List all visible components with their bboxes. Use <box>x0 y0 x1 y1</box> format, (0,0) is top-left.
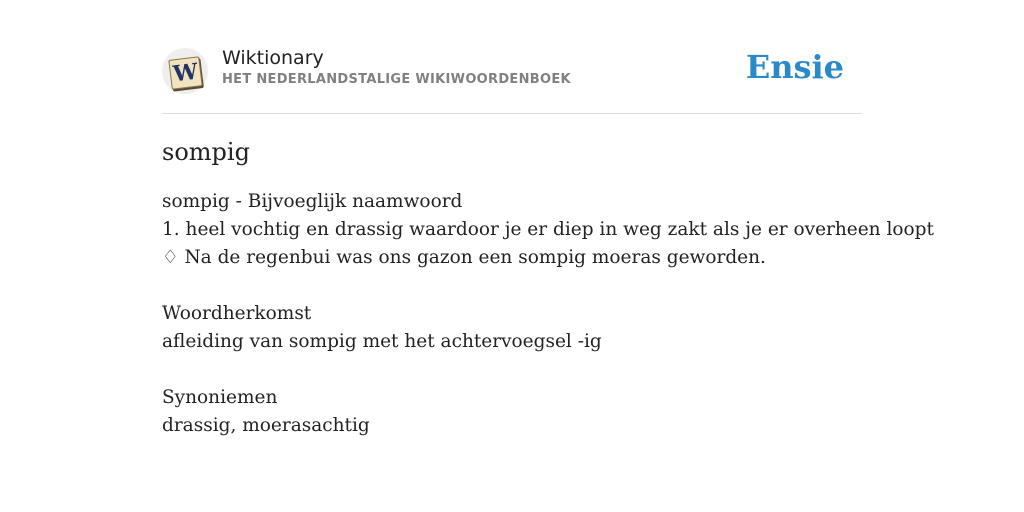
page-title: sompig <box>162 138 250 166</box>
logo-tile <box>168 56 202 90</box>
part-of-speech-line: sompig - Bijvoeglijk naamwoord <box>162 191 463 212</box>
definition-line: 1. heel vochtig en drassig waardoor je er diep in weg zakt als je er overheen loopt <box>162 219 934 240</box>
brand-tagline: HET NEDERLANDSTALIGE WIKIWOORDENBOEK <box>222 72 571 87</box>
ensie-logo-link[interactable]: Ensie <box>745 48 844 86</box>
header <box>162 44 862 114</box>
main-container <box>162 44 934 440</box>
entry-content <box>162 188 934 440</box>
spacer <box>162 272 862 300</box>
etymology-heading: Woordherkomst <box>162 303 312 324</box>
synonyms-text: drassig, moerasachtig <box>162 415 370 436</box>
wiktionary-logo-icon[interactable] <box>162 48 208 94</box>
spacer <box>162 356 862 384</box>
etymology-text: afleiding van sompig met het achtervoegsel -ig <box>162 331 602 352</box>
example-line: ♢ Na de regenbui was ons gazon een sompig moeras geworden. <box>162 247 766 268</box>
brand-name[interactable]: Wiktionary <box>222 47 324 69</box>
logo-letter: W <box>171 58 200 88</box>
brand <box>222 46 571 87</box>
synonyms-heading: Synoniemen <box>162 387 278 408</box>
